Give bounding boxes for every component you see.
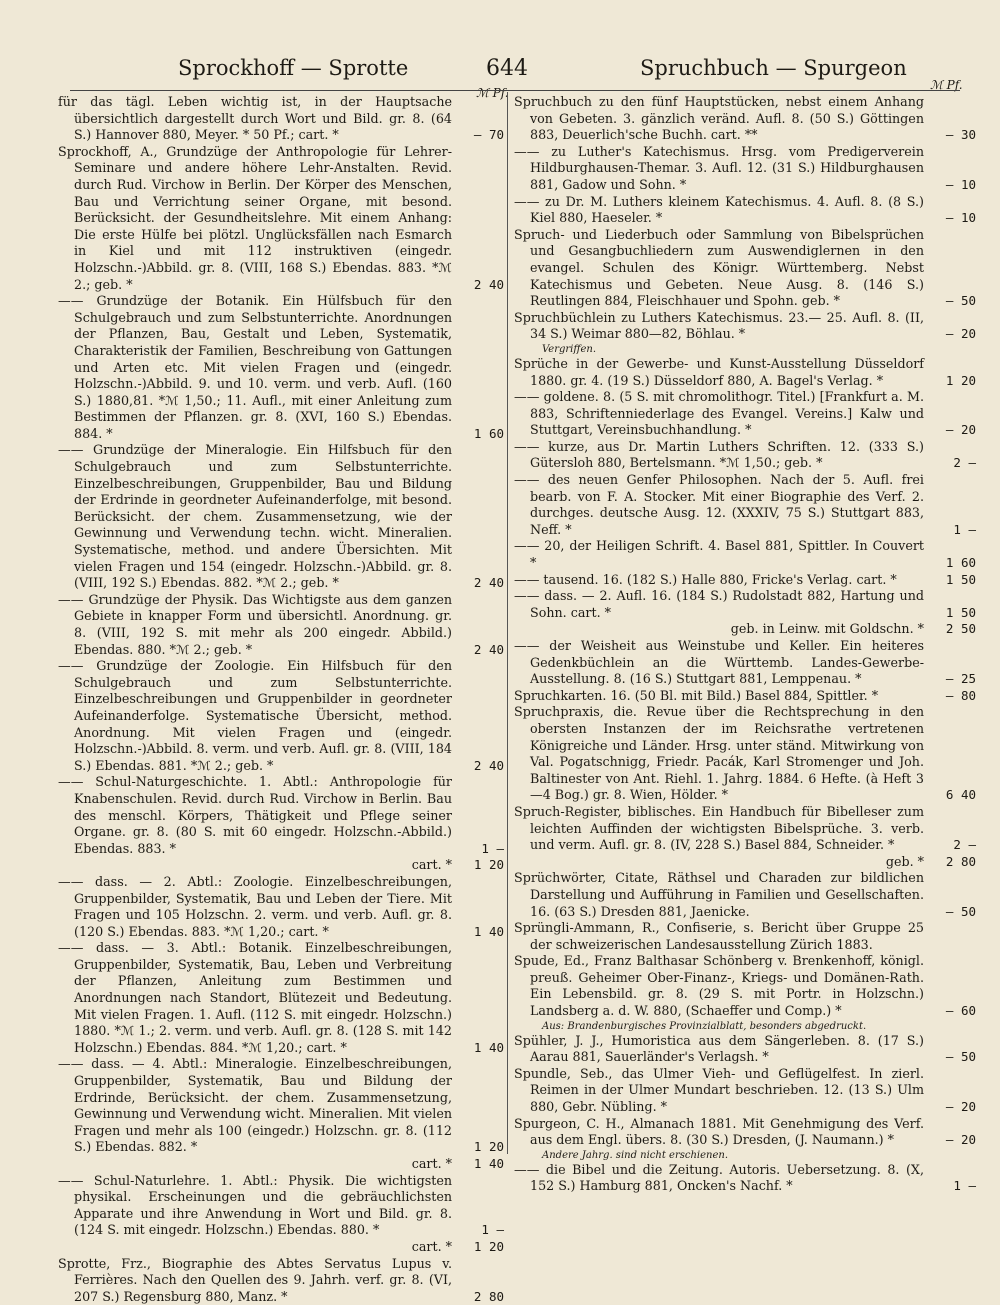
catalog-entry xyxy=(514,1162,976,1195)
price-line xyxy=(58,1156,504,1173)
catalog-entry xyxy=(58,144,504,293)
price: 1 50 xyxy=(945,604,976,620)
price-variant: cart. * xyxy=(411,1156,452,1171)
entry-text: —— Grundzüge der Mineralogie. Ein Hilfsbuch für den Schulgebrauch und zum Selbstunterrichte. Einzelbeschreibungen, Gruppenbilder, Bau und Bildung der Erdrinde in geordneter Aufeinanderfolge, mit besond. Berücksicht. der chem. Zusammensetzung, wie der Gewinnung und Verwendung techn. wicht. Mineralien. Systematische, method. und andere Übersichten. Mit vielen Fragen und 154 (eingedr. Holzschn.-)Abbild. gr. 8. (VIII, 192 S.) Ebendas. 882. *ℳ 2.; geb. * xyxy=(58,442,452,591)
catalog-entry xyxy=(514,704,976,804)
catalog-entry xyxy=(514,572,976,589)
entry-text: —— zu Dr. M. Luthers kleinem Katechismus. 4. Aufl. 8. (8 S.) Kiel 880, Haeseler. * xyxy=(514,193,924,226)
price: 1 — xyxy=(481,1222,504,1238)
entry-text: Spude, Ed., Franz Balthasar Schönberg v. Brenkenhoff, königl. preuß. Geheimer Ober-Finanz-, Kriegs- und Domänen-Rath. Ein Lebensbild. gr. 8. (29 S. mit Portr. in Holzschn.) Landsberg a. d. W. 880, (Schaeffer und Comp.) * xyxy=(514,953,924,1019)
catalog-entry xyxy=(58,940,504,1056)
catalog-entry xyxy=(514,144,976,194)
entry-text: Sprockhoff, A., Grundzüge der Anthropologie für Lehrer-Seminare und andere höhere Lehr-Anstalten. Revid. durch Rud. Virchow in Berlin. Der Körper des Menschen, Bau und Verrichtung seiner Organe, mit besond. Berücksicht. der Gesundheitslehre. Mit einem Anhang: Die erste Hülfe bei plötzl. Unglücksfällen nach Esmarch in Kiel und mit 112 instruktiven (eingedr. Holzschn.-)Abbild. gr. 8. (VIII, 168 S.) Ebendas. 883. *ℳ 2.; geb. * xyxy=(58,143,452,292)
entry-text: —— dass. — 2. Aufl. 16. (184 S.) Rudolstadt 882, Hartung und Sohn. cart. * xyxy=(514,588,924,620)
price: — 20 xyxy=(945,1132,976,1148)
price: 2 40 xyxy=(473,757,504,773)
currency-unit-right: ℳ Pf. xyxy=(930,78,963,92)
price-variant: cart. * xyxy=(411,1238,452,1254)
entry-text: Spruch- und Liederbuch oder Sammlung von Bibelsprüchen und Gesangbuchliedern zum Auswendiglernen in den evangel. Schulen des Königr. Württemberg. Nebst Katechismus und Gebeten. Neue Ausg. 8. (146 S.) Reutlingen 884, Fleischhauer und Spohn. geb. * xyxy=(514,226,924,309)
price-line xyxy=(58,1239,504,1256)
price: — 25 xyxy=(945,671,976,687)
price: 1 20 xyxy=(945,372,976,388)
price: 1 40 xyxy=(473,1039,504,1055)
catalog-entry xyxy=(514,953,976,1019)
entry-text: —— Schul-Naturlehre. 1. Abtl.: Physik. Die wichtigsten physikal. Erscheinungen und die gebräuchlichsten Apparate und ihre Anwendung in Wort und Bild. gr. 8. (124 S. mit eingedr. Holzschn.) Ebendas. 880. * xyxy=(58,1172,452,1238)
entry-text: —— Grundzüge der Physik. Das Wichtigste aus dem ganzen Gebiete in knapper Form und übersichtl. Anordnung. gr. 8. (VIII, 192 S. mit mehr als 200 eingedr. Abbild.) Ebendas. 880. *ℳ 2.; geb. * xyxy=(58,591,452,657)
entry-text: —— dass. — 4. Abtl.: Mineralogie. Einzelbeschreibungen, Gruppenbilder, Systematik, Bau und Bildung der Erdrinde, Berücksicht. der chem. Zusammensetzung, Gewinnung und Verwendung wicht. Mineralien. Mit vielen Fragen und mehr als 100 (eingedr.) Holzschn. gr. 8. (112 S.) Ebendas. 882. * xyxy=(58,1056,452,1155)
price: 6 40 xyxy=(945,787,976,803)
price: — 10 xyxy=(945,210,976,226)
price: 2 — xyxy=(953,837,976,853)
entry-text: für das tägl. Leben wichtig ist, in der Hauptsache übersichtlich dargestellt durch Wort und Bild. gr. 8. (64 S.) Hannover 880, Meyer. * 50 Pf.; cart. * xyxy=(58,94,452,143)
catalog-entry xyxy=(514,94,976,144)
catalog-entry xyxy=(58,1173,504,1239)
price-line xyxy=(514,854,976,871)
right-column xyxy=(514,94,976,1195)
catalog-entry xyxy=(514,1033,976,1066)
price-variant: geb. in Leinw. mit Goldschn. * xyxy=(730,621,924,637)
price: 2 40 xyxy=(473,276,504,292)
entry-text: —— 20, der Heiligen Schrift. 4. Basel 881, Spittler. In Couvert * xyxy=(514,538,924,571)
catalog-entry xyxy=(514,920,976,953)
price: 2 40 xyxy=(473,641,504,657)
catalog-entry xyxy=(514,804,976,854)
entry-text: —— goldene. 8. (5 S. mit chromolithogr. Titel.) [Frankfurt a. M. 883, Schriftenniederlage des Evangel. Vereins.] Kalw und Stuttgart, Vereinsbuchhandlung. * xyxy=(514,389,924,438)
price: 1 50 xyxy=(945,571,976,587)
entry-text: —— des neuen Genfer Philosophen. Nach der 5. Aufl. frei bearb. von F. A. Stocker. Mit einer Biographie des Verf. 2. durchges. deutsche Ausg. 12. (XXXIV, 75 S.) Stuttgart 883, Neff. * xyxy=(514,472,924,537)
column-divider xyxy=(507,92,508,1154)
price: 1 — xyxy=(953,521,976,537)
catalog-entry xyxy=(514,870,976,920)
catalog-entry xyxy=(514,472,976,538)
catalog-entry xyxy=(514,356,976,389)
price: 2 50 xyxy=(945,621,976,637)
page-number: 644 xyxy=(486,56,528,81)
catalog-entry xyxy=(514,688,976,705)
price: — 10 xyxy=(945,176,976,192)
entry-text: Spruchkarten. 16. (50 Bl. mit Bild.) Basel 884, Spittler. * xyxy=(514,687,879,703)
price: 1 40 xyxy=(473,923,504,939)
price: — 20 xyxy=(945,422,976,438)
entry-text: —— Grundzüge der Zoologie. Ein Hilfsbuch für den Schulgebrauch und zum Selbstunterrichte. Einzelbeschreibungen und Gruppenbilder in geordneter Aufeinanderfolge. Systematische Übersicht, method. Anordnung. Mit vielen Fragen und (eingedr. Holzschn.-)Abbild. 8. verm. und verb. Aufl. gr. 8. (VIII, 184 S.) Ebendas. 881. *ℳ 2.; geb. * xyxy=(58,658,452,773)
price: 1 20 xyxy=(473,1238,504,1254)
running-head-right: Spruchbuch — Spurgeon xyxy=(640,56,907,80)
entry-text: —— tausend. 16. (182 S.) Halle 880, Fricke's Verlag. cart. * xyxy=(514,571,897,587)
catalog-entry xyxy=(58,592,504,658)
price: 1 20 xyxy=(473,857,504,873)
price: 1 — xyxy=(953,1178,976,1194)
price-variant: cart. * xyxy=(411,857,452,873)
price: — 50 xyxy=(945,1049,976,1065)
catalog-entry xyxy=(514,1116,976,1149)
catalog-entry xyxy=(58,874,504,940)
entry-text: —— die Bibel und die Zeitung. Autoris. Uebersetzung. 8. (X, 152 S.) Hamburg 881, Oncken's Nachf. * xyxy=(514,1161,924,1194)
entry-note: Aus: Brandenburgisches Provinzialblatt, besonders abgedruckt. xyxy=(542,1020,867,1032)
price: 2 80 xyxy=(945,853,976,869)
catalog-entry xyxy=(58,1056,504,1156)
price: — 20 xyxy=(945,326,976,342)
price: — 60 xyxy=(945,1003,976,1019)
entry-text: —— dass. — 3. Abtl.: Botanik. Einzelbeschreibungen, Gruppenbilder, Systematik, Bau, Leben und Verbreitung der Pflanzen, Anleitung zum Bestimmen und Anordnungen nach Standort, Blütezeit und Bedeutung. Mit vielen Fragen. 1. Aufl. (112 S. mit eingedr. Holzschn.) 1880. *ℳ 1.; 2. verm. und verb. Aufl. gr. 8. (128 S. mit 142 Holzschn.) Ebendas. 884. *ℳ 1,20.; cart. * xyxy=(58,940,452,1055)
running-head-left: Sprockhoff — Sprotte xyxy=(178,56,409,80)
catalog-entry xyxy=(58,774,504,857)
left-column xyxy=(58,94,504,1305)
price: — 20 xyxy=(945,1099,976,1115)
price-variant: geb. * xyxy=(885,853,924,869)
price: — 30 xyxy=(945,127,976,143)
catalog-entry xyxy=(514,638,976,688)
catalog-entry xyxy=(58,94,504,144)
entry-text: Spühler, J. J., Humoristica aus dem Sängerleben. 8. (17 S.) Aarau 881, Sauerländer's Verlagsh. * xyxy=(514,1032,924,1065)
entry-text: —— zu Luther's Katechismus. Hrsg. vom Predigerverein Hildburghausen-Themar. 3. Aufl. 12. (31 S.) Hildburghausen 881, Gadow und Sohn. * xyxy=(514,143,924,192)
catalog-entry xyxy=(58,293,504,442)
price: — 70 xyxy=(473,127,504,143)
entry-text: —— der Weisheit aus Weinstube und Keller. Ein heiteres Gedenkbüchlein an die Württemb. Landes-Gewerbe-Ausstellung. 8. (16 S.) Stuttgart 881, Lemppenau. * xyxy=(514,638,924,687)
catalog-entry xyxy=(58,658,504,774)
price: — 50 xyxy=(945,293,976,309)
currency-unit-left: ℳ Pf. xyxy=(476,86,509,100)
catalog-entry xyxy=(514,227,976,310)
catalog-entry xyxy=(514,194,976,227)
price: — 50 xyxy=(945,903,976,919)
header-rule xyxy=(70,90,960,91)
catalog-entry xyxy=(514,389,976,439)
price: 2 40 xyxy=(473,575,504,591)
price-line xyxy=(58,857,504,874)
entry-text: Sprüngli-Ammann, R., Confiserie, s. Bericht über Gruppe 25 der schweizerischen Landesausstellung Zürich 1883. xyxy=(514,920,924,952)
entry-text: Sprüchwörter, Citate, Räthsel und Charaden zur bildlichen Darstellung und Aufführung in Familien und Gesellschaften. 16. (63 S.) Dresden 881, Jaenicke. xyxy=(514,870,924,919)
price: — 80 xyxy=(945,687,976,703)
entry-text: Sprüche in der Gewerbe- und Kunst-Ausstellung Düsseldorf 1880. gr. 4. (19 S.) Düsseldorf 880, A. Bagel's Verlag. * xyxy=(514,355,924,388)
price: 1 60 xyxy=(945,555,976,571)
catalog-entry xyxy=(58,1256,504,1305)
catalog-entry xyxy=(514,1066,976,1116)
price: 1 20 xyxy=(473,1139,504,1155)
entry-text: Spundle, Seb., das Ulmer Vieh- und Geflügelfest. In zierl. Reimen in der Ulmer Mundart beschrieben. 12. (13 S.) Ulm 880, Gebr. Nübling. * xyxy=(514,1065,924,1115)
entry-text: Spruchpraxis, die. Revue über die Rechtsprechung in den obersten Instanzen der im Reichsrathe vertretenen Königreiche und Länder. Hrsg. unter ständ. Mitwirkung von Val. Pogatschnigg, Friedr. Pacák, Karl Stromenger und Joh. Baltinester von Ant. Riehl. 1. Jahrg. 1884. 6 Hefte. (à Heft 3—4 Bog.) gr. 8. Wien, Hölder. * xyxy=(514,704,924,803)
entry-text: Spurgeon, C. H., Almanach 1881. Mit Genehmigung des Verf. aus dem Engl. übers. 8. (30 S.) Dresden, (J. Naumann.) * xyxy=(514,1115,924,1148)
catalog-entry xyxy=(514,588,976,621)
price-line xyxy=(514,621,976,638)
entry-text: —— Schul-Naturgeschichte. 1. Abtl.: Anthropologie für Knabenschulen. Revid. durch Rud. Virchow in Berlin. Bau des menschl. Körpers, Thätigkeit und Pflege seiner Organe. gr. 8. (80 S. mit 60 eingedr. Holzschn.-Abbild.) Ebendas. 883. * xyxy=(58,774,452,856)
entry-text: —— kurze, aus Dr. Martin Luthers Schriften. 12. (333 S.) Gütersloh 880, Bertelsmann. *ℳ 1,50.; geb. * xyxy=(514,438,924,471)
price: 1 60 xyxy=(473,425,504,441)
entry-text: —— dass. — 2. Abtl.: Zoologie. Einzelbeschreibungen, Gruppenbilder, Systematik, Bau und Leben der Tiere. Mit Fragen und 105 Holzschn. 2. verm. und verb. Aufl. gr. 8. (120 S.) Ebendas. 883. *ℳ 1,20.; cart. * xyxy=(58,873,452,939)
entry-text: Spruchbuch zu den fünf Hauptstücken, nebst einem Anhang von Gebeten. 3. gänzlich veränd. Aufl. 8. (50 S.) Göttingen 883, Deuerlich'sche Buchh. cart. ** xyxy=(514,94,924,143)
catalog-entry xyxy=(58,442,504,591)
catalog-entry xyxy=(514,538,976,571)
price: 2 — xyxy=(953,455,976,471)
entry-text: —— Grundzüge der Botanik. Ein Hülfsbuch für den Schulgebrauch und zum Selbstunterrichte. Anordnungen der Pflanzen, Bau, Gestalt und Leben, Systematik, Charakteristik der Familien, Beschreibung von Gattungen und Arten etc. Mit vielen Fragen und (eingedr. Holzschn.-)Abbild. 9. und 10. verm. und verb. Aufl. (160 S.) 1880,81. *ℳ 1,50.; 11. Aufl., mit einer Anleitung zum Bestimmen der Pflanzen. gr. 8. (XVI, 160 S.) Ebendas. 884. * xyxy=(58,293,452,441)
catalog-entry xyxy=(514,439,976,472)
entry-note: Andere Jahrg. sind nicht erschienen. xyxy=(542,1149,729,1161)
price: 2 80 xyxy=(473,1288,504,1304)
entry-text: Spruch-Register, biblisches. Ein Handbuch für Bibelleser zum leichten Auffinden der wichtigsten Bibelsprüche. 3. verb. und verm. Aufl. gr. 8. (IV, 228 S.) Basel 884, Schneider. * xyxy=(514,803,924,853)
entry-note: Vergriffen. xyxy=(542,343,597,355)
price: 1 — xyxy=(481,840,504,856)
price: 1 40 xyxy=(473,1156,504,1171)
entry-text: Sprotte, Frz., Biographie des Abtes Servatus Lupus v. Ferrières. Nach den Quellen des 9. Jahrh. verf. gr. 8. (VI, 207 S.) Regensburg 880, Manz. * xyxy=(58,1255,452,1304)
entry-text: Spruchbüchlein zu Luthers Katechismus. 23.— 25. Aufl. 8. (II, 34 S.) Weimar 880—82, Böhlau. * xyxy=(514,309,924,342)
catalog-entry xyxy=(514,310,976,343)
